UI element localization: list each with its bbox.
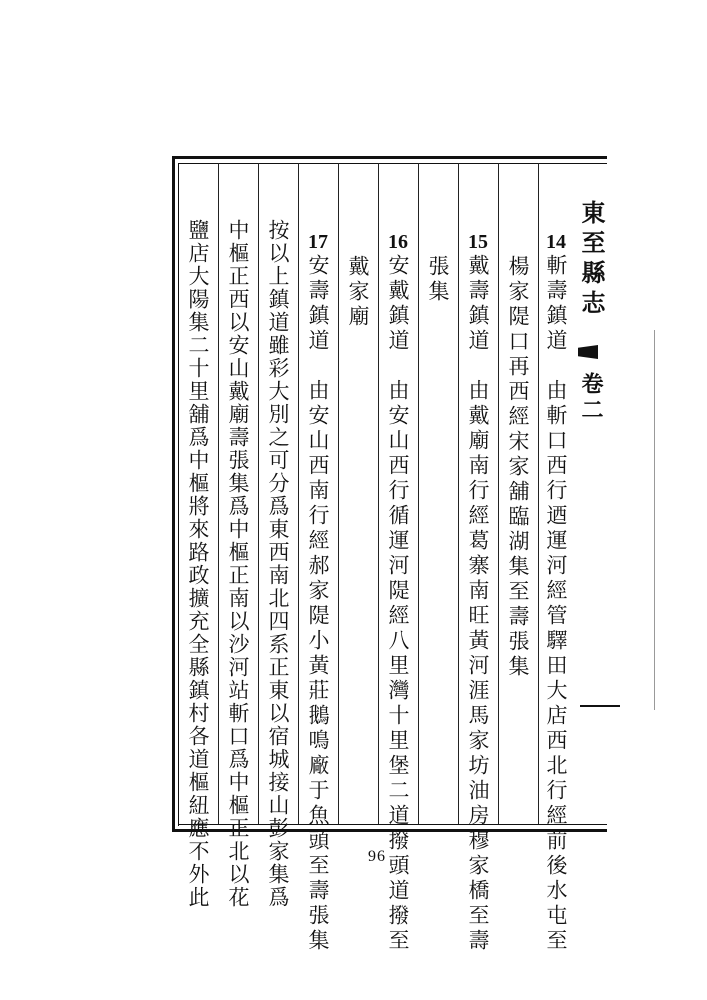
column-text: 安戴鎮道 由安山西行循運河隄經八里灣十里堡二道撥頭道撥至: [386, 254, 410, 954]
column-rule: [458, 163, 459, 824]
text-column-5: [387, 232, 408, 954]
column-rule: [498, 163, 499, 824]
column-text: 張集: [426, 255, 450, 305]
text-column-8: [267, 219, 288, 909]
text-column-3: [467, 232, 488, 954]
column-rule: [298, 163, 299, 824]
column-rule: [418, 163, 419, 824]
entry-number: 14: [546, 231, 566, 253]
fishtail-ornament-icon: [578, 345, 598, 359]
frame-left-inner-border: [178, 163, 179, 826]
text-column-10: [187, 219, 208, 909]
book-title: 東至縣志: [577, 200, 606, 320]
column-text: 戴壽鎮道 由戴廟南行經葛寨南旺黃河涯馬家坊油房穆家橋至壽: [466, 254, 490, 954]
text-column-7: [307, 232, 328, 954]
page-number: 96: [368, 848, 386, 865]
column-rule: [218, 163, 219, 824]
volume-label: 卷二: [578, 372, 604, 424]
entry-number: 15: [468, 231, 488, 253]
text-column-1: [545, 232, 566, 954]
entry-number: 17: [308, 231, 328, 253]
text-column-4: [427, 255, 448, 305]
text-column-6: [347, 255, 368, 330]
column-rule: [538, 163, 539, 824]
text-column-2: [507, 255, 528, 680]
page-edge-mark: [654, 330, 655, 710]
frame-left-border: [172, 156, 175, 832]
column-rule: [258, 163, 259, 824]
text-column-9: [227, 219, 248, 909]
frame-top-inner-border: [178, 163, 607, 164]
margin-tick-mark: [580, 705, 620, 707]
column-text: 楊家隄口再西經宋家舖臨湖集至壽張集: [506, 255, 530, 680]
column-text: 安壽鎮道 由安山西南行經郝家隄小黃莊鵝鳴廠于魚頭至壽張集: [306, 254, 330, 954]
entry-number: 16: [388, 231, 408, 253]
column-rule: [378, 163, 379, 824]
column-text: 鹽店大陽集二十里舖爲中樞將來路政擴充全縣鎮村各道樞紐應不外此: [186, 219, 210, 909]
column-rule: [338, 163, 339, 824]
column-text: 斬壽鎮道 由斬口西行迺運河經管驛田大店西北行經前後水屯至: [544, 254, 568, 954]
column-text: 中樞正西以安山戴廟壽張集爲中樞正南以沙河站斬口爲中樞正北以花: [226, 219, 250, 909]
column-text: 戴家廟: [346, 255, 370, 330]
frame-top-border: [172, 156, 607, 159]
column-text: 按以上鎮道雖彩大別之可分爲東西南北四系正東以宿城接山彭家集爲: [266, 219, 290, 909]
